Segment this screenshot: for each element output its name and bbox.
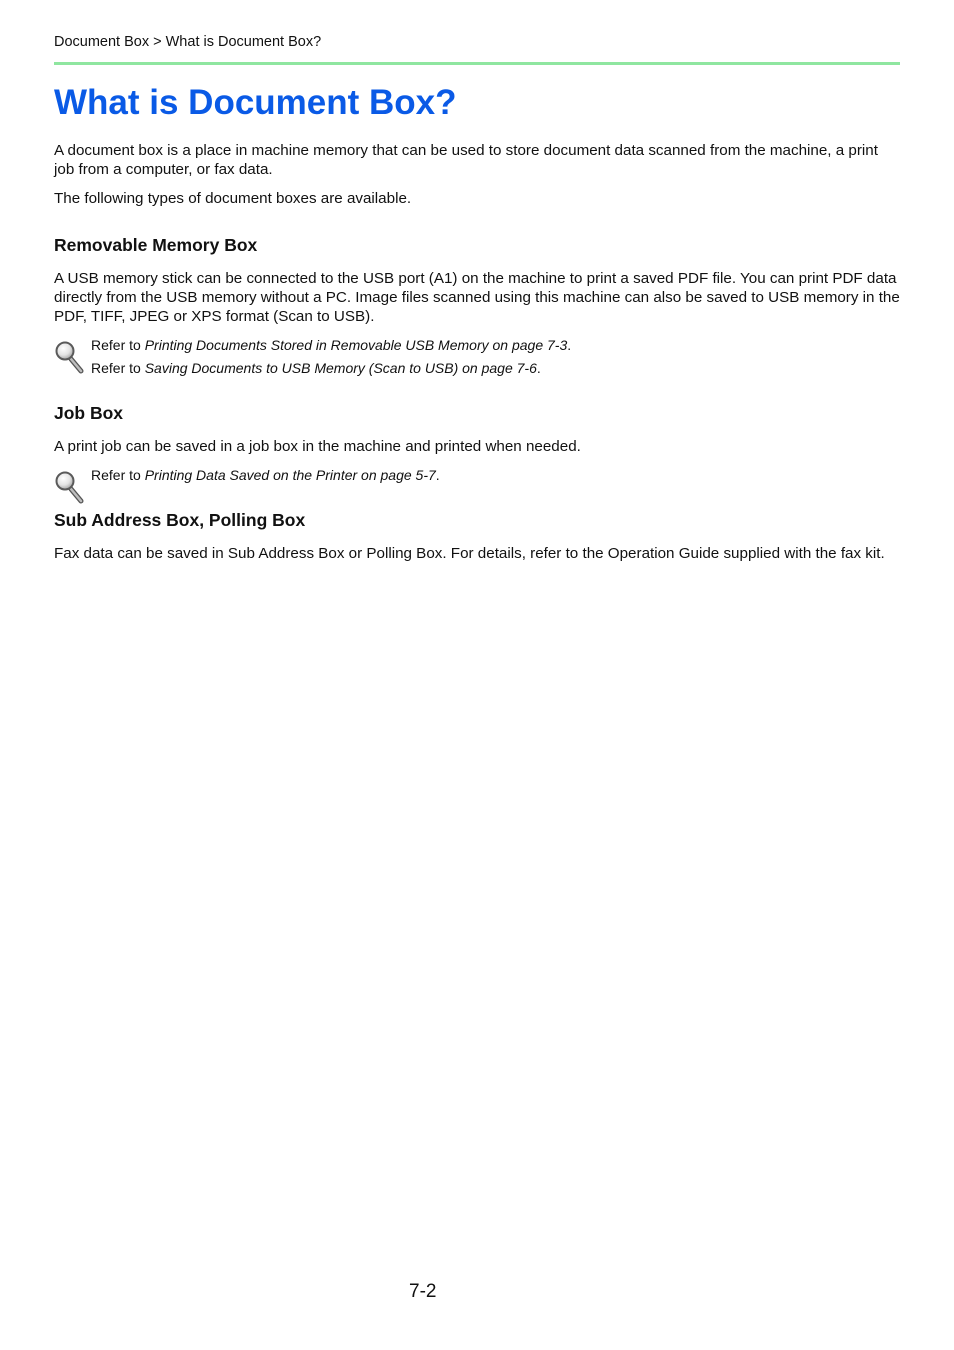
intro-paragraph: A document box is a place in machine memory that can be used to store document data scanned from the machine, a print job from a computer, or fax data.: [54, 142, 878, 178]
breadcrumb: Document Box > What is Document Box?: [54, 34, 322, 50]
magnifier-icon: [54, 470, 84, 504]
reference-link[interactable]: [91, 466, 440, 484]
intro-paragraph: The following types of document boxes are available.: [54, 190, 412, 207]
reference-title: Printing Documents Stored in Removable USB Memory on page 7-3: [144, 337, 568, 353]
reference-link[interactable]: [91, 336, 571, 354]
reference-suffix: .: [567, 337, 572, 353]
section-body-job-box: A print job can be saved in a job box in the machine and printed when needed.: [54, 438, 581, 455]
section-body-removable-memory-box: A USB memory stick can be connected to the USB port (A1) on the machine to print a saved PDF file. You can print PDF data directly from the USB memory without a PC. Image files scanned using this machine can also be saved to USB memory in the PDF, TIFF, JPEG or XPS format (Scan to USB).: [54, 270, 900, 325]
reference-prefix: Refer to: [91, 337, 145, 353]
reference-prefix: Refer to: [91, 360, 145, 376]
reference-suffix: .: [536, 360, 541, 376]
section-body-sub-address-box: Fax data can be saved in Sub Address Box or Polling Box. For details, refer to the Operation Guide supplied with the fax kit.: [54, 545, 885, 562]
page-number: 7-2: [409, 1281, 437, 1302]
section-heading-sub-address-box: Sub Address Box, Polling Box: [54, 510, 306, 530]
reference-suffix: .: [435, 467, 440, 483]
reference-prefix: Refer to: [91, 467, 145, 483]
section-heading-job-box: Job Box: [54, 403, 124, 423]
section-heading-removable-memory-box: Removable Memory Box: [54, 235, 258, 255]
magnifier-icon: [54, 340, 84, 374]
page-title: What is Document Box?: [54, 83, 457, 122]
reference-title: Saving Documents to USB Memory (Scan to USB) on page 7-6: [144, 360, 537, 376]
header-divider: [54, 62, 900, 65]
reference-title: Printing Data Saved on the Printer on page 5-7: [144, 467, 436, 483]
reference-link[interactable]: [91, 359, 541, 377]
